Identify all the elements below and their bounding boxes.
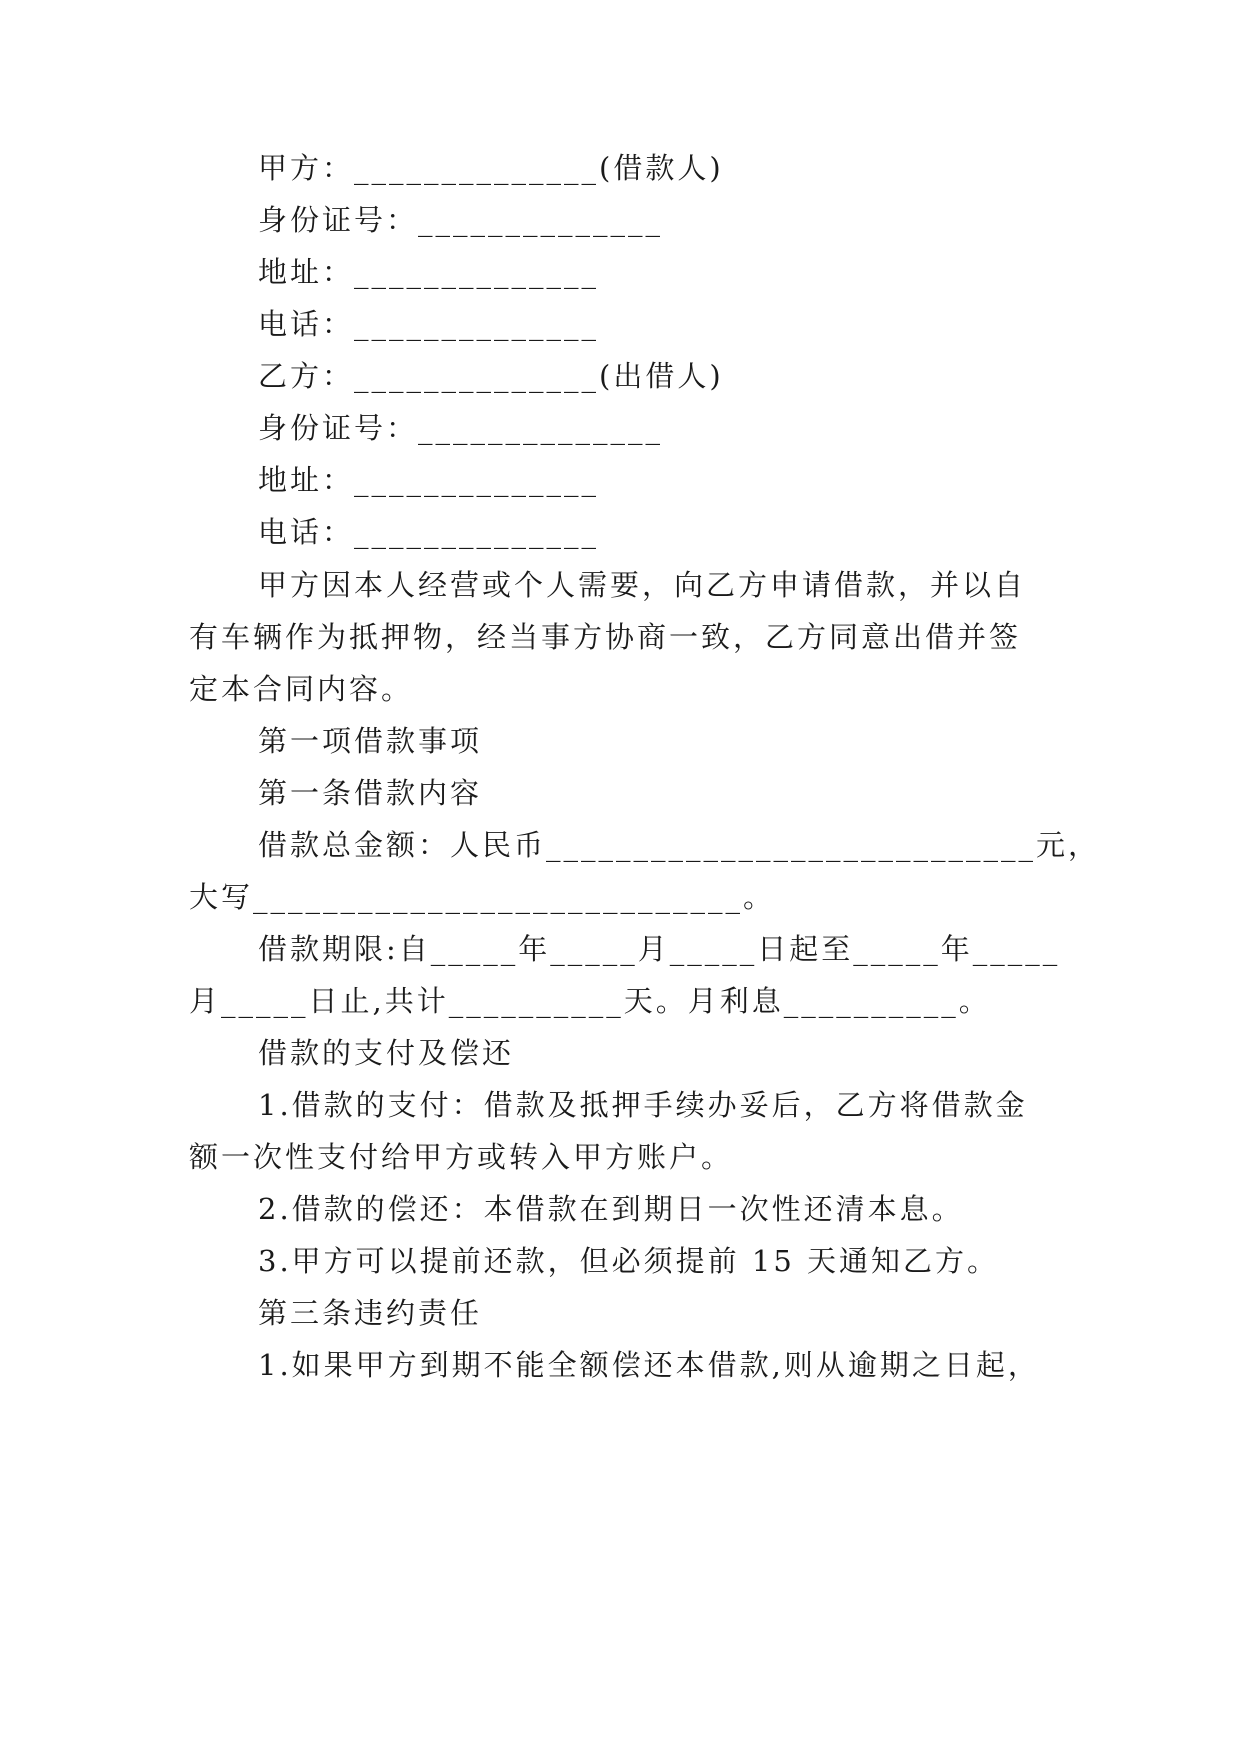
payment-item-1-line-2: 额一次性支付给甲方或转入甲方账户。 [189,1140,734,1174]
party-a-phone: 电话：______________ [258,307,600,341]
payment-title: 借款的支付及偿还 [258,1036,515,1070]
article-3-title: 第三条违约责任 [258,1296,483,1330]
term-line-2: 月_____日止,共计__________天。月利息__________。 [189,984,991,1018]
intro-line-3: 定本合同内容。 [189,672,414,706]
amount-line-1: 借款总金额：人民币____________________________元， [258,828,1101,862]
intro-line-2: 有车辆作为抵押物，经当事方协商一致，乙方同意出借并签 [189,620,1022,654]
party-b-address: 地址：______________ [258,463,600,497]
party-a-id: 身份证号：______________ [258,203,664,237]
article-3-item-1-line-1: 1.如果甲方到期不能全额偿还本借款,则从逾期之日起， [258,1348,1040,1382]
party-a-label: 甲方：______________(借款人) [258,151,724,185]
payment-item-1-line-1: 1.借款的支付：借款及抵押手续办妥后，乙方将借款金 [258,1088,1028,1122]
article-1-title: 第一条借款内容 [258,776,483,810]
party-a-address: 地址：______________ [258,255,600,289]
section-title: 第一项借款事项 [258,724,483,758]
term-line-1: 借款期限:自_____年_____月_____日起至_____年_____ [258,932,1061,966]
party-b-id: 身份证号：______________ [258,411,664,445]
amount-line-2: 大写____________________________。 [189,880,776,914]
party-b-phone: 电话：______________ [258,515,600,549]
payment-item-3: 3.甲方可以提前还款，但必须提前 15 天通知乙方。 [258,1244,1000,1278]
payment-item-2: 2.借款的偿还：本借款在到期日一次性还清本息。 [258,1192,964,1226]
party-b-label: 乙方：______________(出借人) [258,359,724,393]
intro-line-1: 甲方因本人经营或个人需要，向乙方申请借款，并以自 [258,568,1027,602]
